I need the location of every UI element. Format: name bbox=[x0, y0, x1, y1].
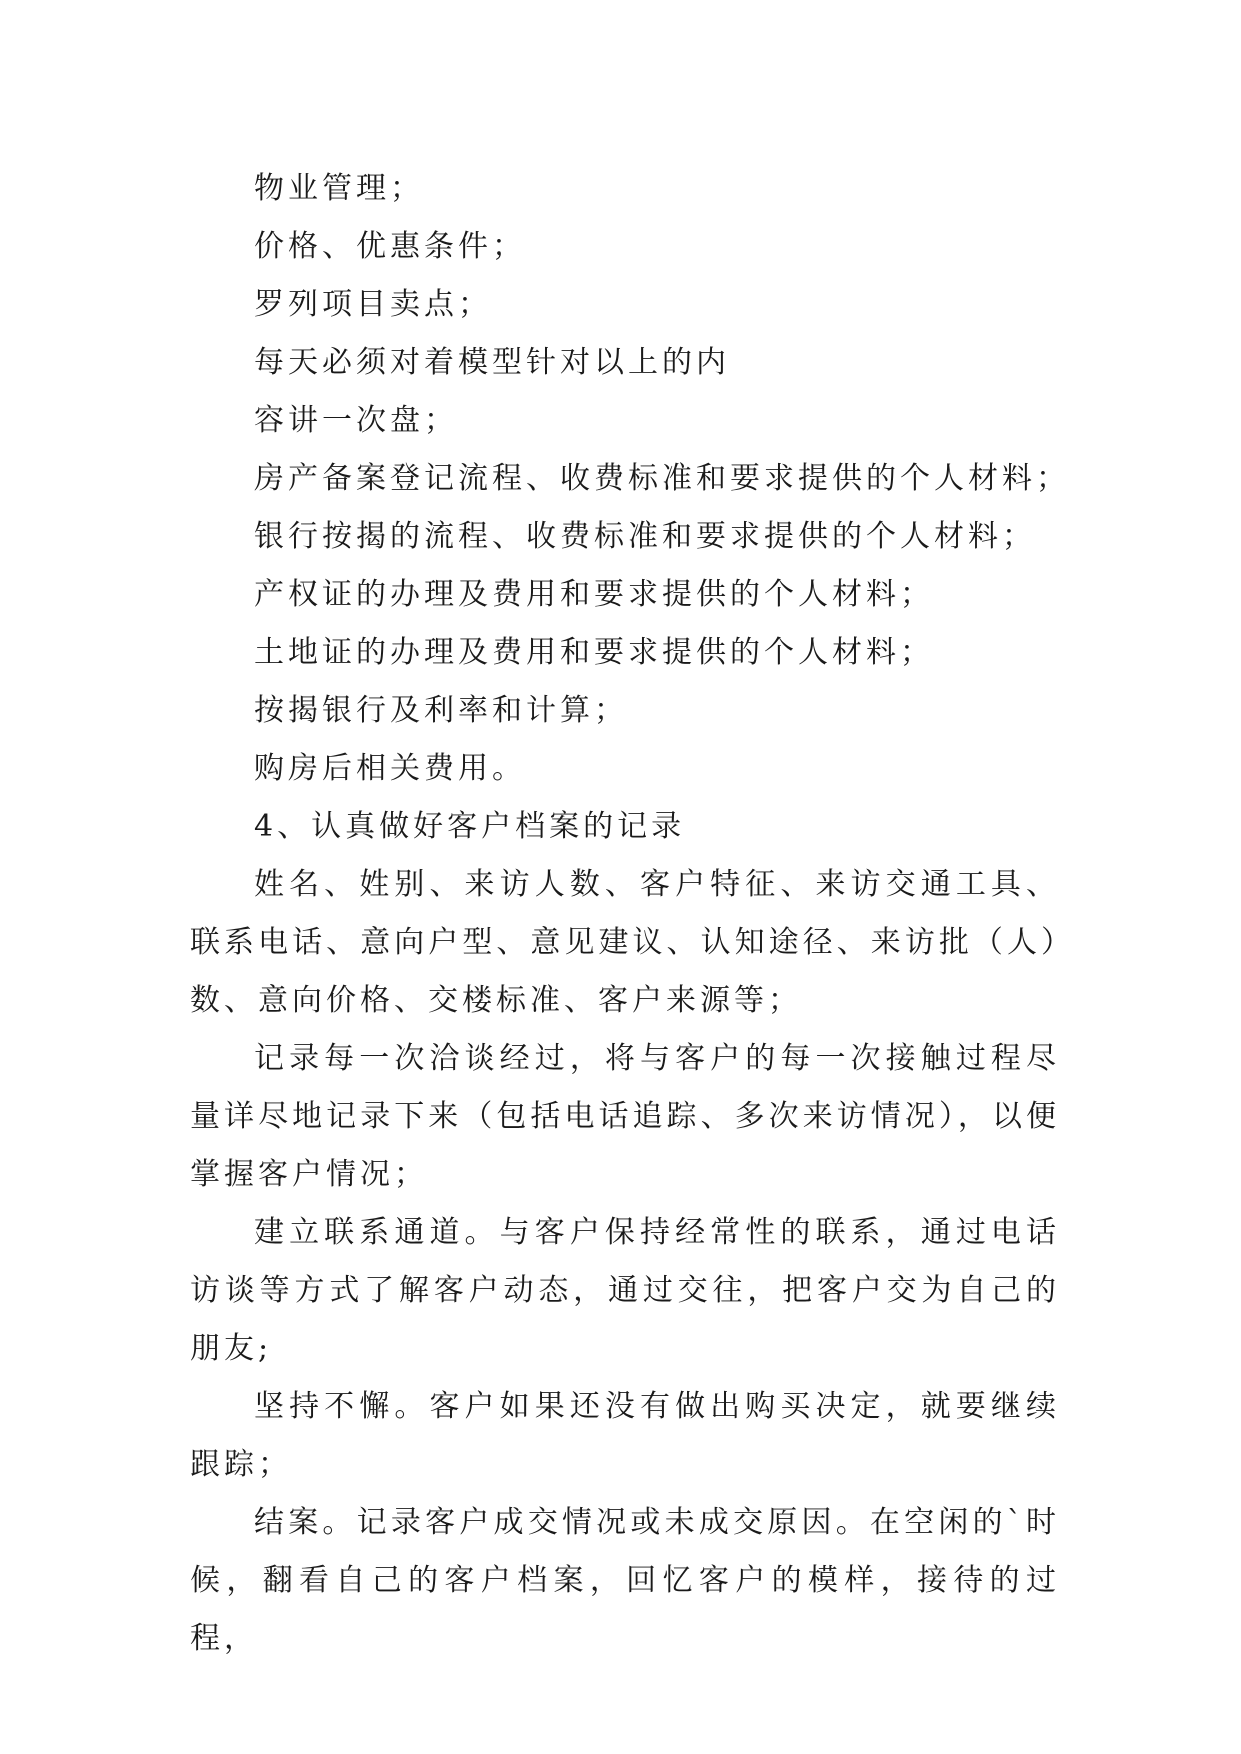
paragraph-price-discount: 价格、优惠条件； bbox=[254, 229, 526, 264]
paragraph-record-negotiation: 记录每一次洽谈经过，将与客户的每一次接触过程尽量详尽地记录下来（包括电话追踪、多次来访情况），以便掌握客户情况； bbox=[190, 1041, 1060, 1192]
paragraph-selling-points: 罗列项目卖点； bbox=[254, 287, 492, 322]
document-body bbox=[190, 160, 1070, 1668]
paragraph-contact-channel: 建立联系通道。与客户保持经常性的联系，通过电话访谈等方式了解客户动态，通过交往，把客户交为自己的朋友; bbox=[190, 1215, 1060, 1366]
paragraph-mortgage-process: 银行按揭的流程、收费标准和要求提供的个人材料； bbox=[254, 519, 1036, 554]
paragraph-mortgage-banks: 按揭银行及利率和计算； bbox=[254, 693, 628, 728]
paragraph-related-fees: 购房后相关费用。 bbox=[254, 751, 526, 786]
paragraph-property-management: 物业管理； bbox=[254, 171, 424, 206]
paragraph-model-practice: 每天必须对着模型针对以上的内 bbox=[254, 345, 730, 380]
paragraph-record-fields: 姓名、姓别、来访人数、客户特征、来访交通工具、联系电话、意向户型、意见建议、认知途径、来访批（人）数、意向价格、交楼标准、客户来源等； bbox=[190, 867, 1060, 1018]
section-heading-customer-records: 4、认真做好客户档案的记录 bbox=[254, 809, 686, 844]
paragraph-property-certificate: 产权证的办理及费用和要求提供的个人材料； bbox=[254, 577, 934, 612]
paragraph-close-case: 结案。记录客户成交情况或未成交原因。在空闲的`时候，翻看自己的客户档案，回忆客户的模样，接待的过程， bbox=[190, 1505, 1060, 1656]
paragraph-model-practice-cont: 容讲一次盘； bbox=[254, 403, 458, 438]
paragraph-land-certificate: 土地证的办理及费用和要求提供的个人材料； bbox=[254, 635, 934, 670]
paragraph-registration-process: 房产备案登记流程、收费标准和要求提供的个人材料； bbox=[254, 461, 1070, 496]
paragraph-persistence: 坚持不懈。客户如果还没有做出购买决定，就要继续跟踪； bbox=[190, 1389, 1060, 1482]
